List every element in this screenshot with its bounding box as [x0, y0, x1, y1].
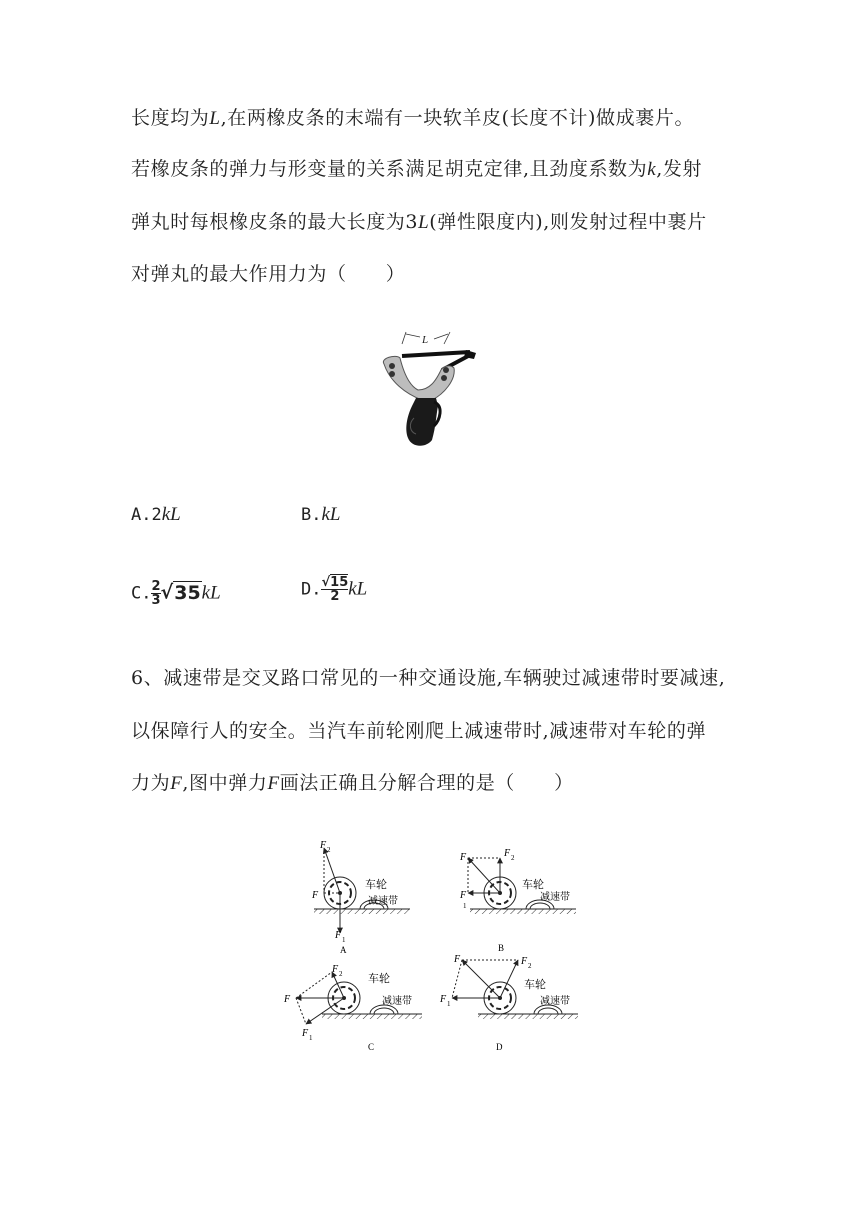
q5-line-1 [131, 106, 694, 131]
q5-line-2-text-b: ,发射 [656, 158, 703, 180]
option-a[interactable] [131, 504, 181, 526]
var-F: F [170, 773, 183, 794]
q6-line-3-text-a: 力为 [131, 772, 171, 794]
option-d-sqrt: √15 [321, 575, 349, 590]
panel-b-f1: F [460, 890, 467, 901]
option-b-label: B. [301, 505, 322, 525]
panel-c-force: F [284, 994, 291, 1005]
var-F: F [267, 773, 280, 794]
panel-b-bump-label: 减速带 [540, 892, 570, 903]
q5-line-2 [131, 157, 702, 182]
option-d-var: kL [348, 578, 368, 600]
option-d-fraction [321, 576, 348, 603]
speed-bump-figures [282, 838, 582, 1058]
q5-line-1-text-b: ,在两橡皮条的末端有一块软羊皮(长度不计)做成裹片。 [220, 107, 695, 129]
panel-b-f2-sub: 2 [511, 854, 515, 862]
q6-line-3 [131, 771, 574, 796]
panel-d-bump-label: 减速带 [540, 996, 570, 1007]
panel-a-f1: F [335, 930, 342, 941]
var-k: k [647, 159, 657, 180]
panel-d-wheel-label: 车轮 [524, 979, 546, 991]
panel-b [459, 848, 576, 953]
panel-d-caption: D [496, 1042, 503, 1052]
q5-line-1-text-a: 长度均为 [131, 107, 210, 129]
panel-b-force: F [460, 852, 467, 863]
panel-c [283, 964, 422, 1052]
q5-line-3 [131, 210, 707, 235]
option-a-label: A. [131, 505, 152, 525]
option-c-fraction-numerator: 2 [151, 579, 161, 594]
var-L: L [209, 108, 221, 129]
q5-line-4: 对弹丸的最大作用力为（ ） [131, 263, 406, 285]
panel-d-f1-sub: 1 [447, 1000, 451, 1008]
panel-c-f1-sub: 1 [309, 1034, 313, 1042]
option-a-var: kL [161, 504, 181, 525]
option-b-var: kL [321, 504, 341, 525]
panel-b-f2: F [504, 848, 511, 859]
panel-d-f2-sub: 2 [528, 962, 532, 970]
option-c-label: C. [131, 583, 152, 604]
panel-c-caption: C [368, 1042, 375, 1052]
option-c-radicand: 35 [174, 581, 201, 604]
q5-line-2-text-a: 若橡皮条的弹力与形变量的关系满足胡克定律,且劲度系数为 [131, 158, 648, 180]
panel-b-f1-sub: 1 [463, 902, 467, 910]
q5-line-3-text-b: (弹性限度内),则发射过程中裹片 [429, 211, 707, 233]
panel-c-f2-sub: 2 [339, 970, 343, 978]
panel-b-caption: B [498, 943, 505, 953]
panel-a-caption: A [340, 945, 347, 955]
q6-line-3-text-c: 画法正确且分解合理的是（ ） [279, 772, 574, 794]
panel-d-force: F [454, 954, 461, 965]
panel-a [311, 840, 410, 955]
slingshot-length-label: L [422, 334, 429, 346]
option-c-sqrt: √35 [160, 581, 201, 604]
panel-a-force: F [312, 890, 319, 901]
option-d-denominator: 2 [321, 589, 348, 603]
slingshot-figure [378, 328, 478, 450]
q5-line-3-text-a: 弹丸时每根橡皮条的最大长度为3 [131, 211, 419, 233]
panel-a-f1-sub: 1 [342, 936, 346, 944]
q6-line-2: 以保障行人的安全。当汽车前轮刚爬上减速带时,减速带对车轮的弹 [131, 720, 707, 742]
panel-a-wheel-label: 车轮 [365, 879, 387, 891]
panel-b-wheel-label: 车轮 [522, 879, 544, 891]
option-d[interactable] [301, 576, 367, 603]
var-L: L [418, 212, 430, 233]
panel-a-f2-sub: 2 [327, 846, 331, 854]
q6-line-1: 6、减速带是交叉路口常见的一种交通设施,车辆驶过减速带时要减速, [131, 667, 726, 689]
panel-a-f2: F [320, 840, 327, 851]
panel-d-f2: F [521, 956, 528, 967]
panel-c-bump-label: 减速带 [382, 996, 412, 1007]
option-b[interactable] [301, 504, 340, 526]
panel-a-bump-label: 减速带 [368, 896, 398, 907]
option-c-var: kL [201, 582, 221, 604]
option-a-number: 2 [151, 505, 162, 525]
panel-c-f2: F [332, 964, 339, 975]
panel-d [439, 954, 578, 1052]
panel-c-f1: F [302, 1028, 309, 1039]
panel-c-wheel-label: 车轮 [368, 973, 390, 985]
option-c-fraction-denominator: 3 [151, 593, 161, 608]
option-d-label: D. [301, 579, 322, 600]
q6-line-3-text-b: ,图中弹力 [182, 772, 268, 794]
option-c[interactable] [131, 580, 221, 607]
option-d-radicand: 15 [330, 575, 349, 590]
option-c-fraction [151, 580, 160, 607]
panel-d-f1: F [440, 994, 447, 1005]
